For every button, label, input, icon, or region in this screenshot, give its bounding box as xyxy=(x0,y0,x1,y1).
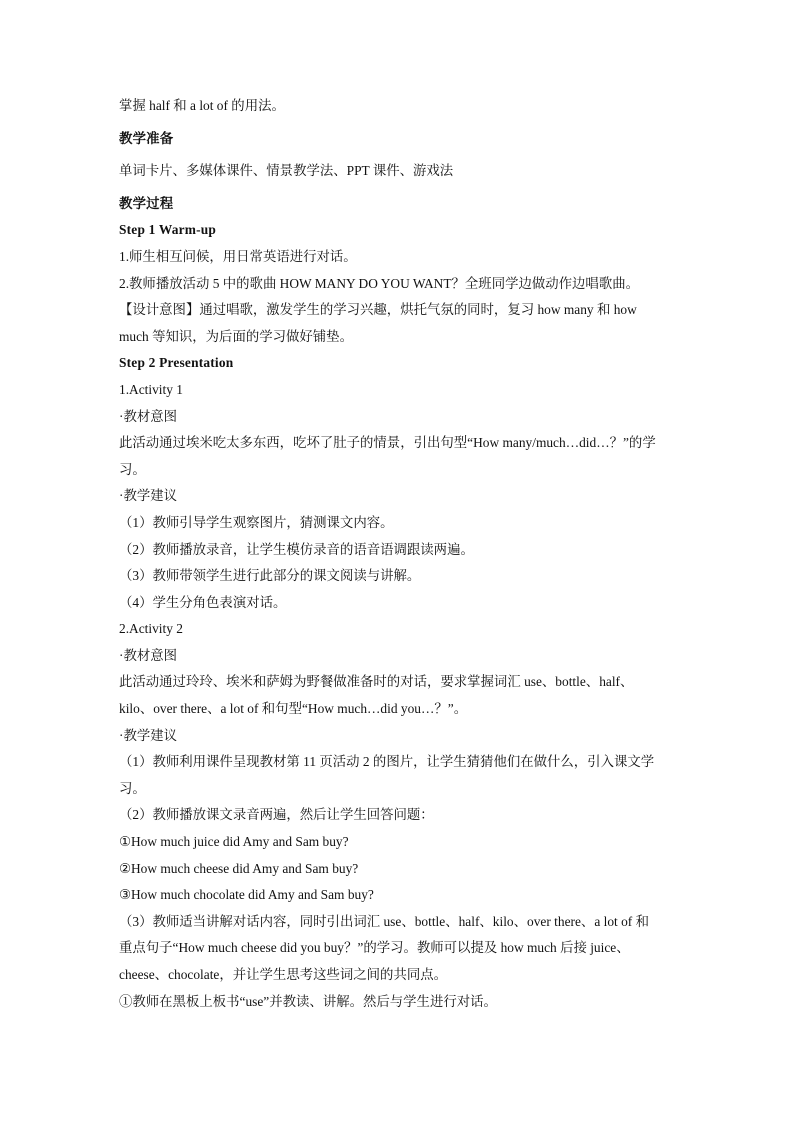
question-1: ①How much juice did Amy and Sam buy? xyxy=(119,834,349,850)
activity2-intent-label: ·教材意图 xyxy=(119,647,178,663)
activity2-advice-3-line-1: （3）教师适当讲解对话内容，同时引出词汇 use、bottle、half、kilo、over there、a lot of 和 xyxy=(119,913,649,929)
activity1-intent-label: ·教材意图 xyxy=(119,408,178,424)
activity2-advice-1-line-1: （1）教师利用课件呈现教材第 11 页活动 2 的图片，让学生猜猜他们在做什么，引入课文学 xyxy=(119,754,655,770)
step1-item-2: 2.教师播放活动 5 中的歌曲 HOW MANY DO YOU WANT？全班同学边做动作边唱歌曲。 xyxy=(119,275,639,291)
activity1-advice-2: （2）教师播放录音，让学生模仿录音的语音语调跟读两遍。 xyxy=(119,541,474,557)
question-3: ③How much chocolate did Amy and Sam buy? xyxy=(119,887,374,903)
paragraph-materials: 单词卡片、多媒体课件、情景教学法、PPT 课件、游戏法 xyxy=(119,163,454,179)
heading-step1: Step 1 Warm-up xyxy=(119,222,217,238)
activity2-advice-3-sub-1: ①教师在黑板上板书“use”并教读、讲解。然后与学生进行对话。 xyxy=(119,993,497,1009)
activity2-advice-1-line-2: 习。 xyxy=(119,780,146,796)
activity1-title: 1.Activity 1 xyxy=(119,381,183,397)
design-intent-line-1: 【设计意图】通过唱歌，激发学生的学习兴趣，烘托气氛的同时，复习 how many 和 how xyxy=(119,302,637,318)
activity2-advice-label: ·教学建议 xyxy=(119,727,178,743)
activity1-advice-4: （4）学生分角色表演对话。 xyxy=(119,594,287,610)
activity1-advice-label: ·教学建议 xyxy=(119,488,178,504)
activity1-intent-line-2: 习。 xyxy=(119,461,146,477)
activity2-advice-2: （2）教师播放课文录音两遍，然后让学生回答问题： xyxy=(119,807,434,823)
activity2-title: 2.Activity 2 xyxy=(119,621,183,637)
document-body xyxy=(119,93,679,1015)
paragraph-objective: 掌握 half 和 a lot of 的用法。 xyxy=(119,98,285,113)
activity2-intent-line-1: 此活动通过玲玲、埃米和萨姆为野餐做准备时的对话，要求掌握词汇 use、bottle、half、 xyxy=(119,674,634,690)
design-intent-line-2: much 等知识，为后面的学习做好铺垫。 xyxy=(119,328,353,344)
activity1-advice-3: （3）教师带领学生进行此部分的课文阅读与讲解。 xyxy=(119,568,421,584)
activity2-advice-3-line-3: cheese、chocolate，并让学生思考这些词之间的共同点。 xyxy=(119,967,448,982)
activity2-advice-3-line-2: 重点句子“How much cheese did you buy？”的学习。教师可以提及 how much 后接 juice、 xyxy=(119,940,630,956)
heading-step2: Step 2 Presentation xyxy=(119,355,234,371)
activity1-intent-line-1: 此活动通过埃米吃太多东西，吃坏了肚子的情景，引出句型“How many/much…did…？”的学 xyxy=(119,435,656,451)
activity1-advice-1: （1）教师引导学生观察图片，猜测课文内容。 xyxy=(119,514,394,530)
heading-process: 教学过程 xyxy=(119,195,174,211)
step1-item-1: 1.师生相互问候，用日常英语进行对话。 xyxy=(119,248,357,264)
heading-preparation: 教学准备 xyxy=(119,130,174,146)
activity2-intent-line-2: kilo、over there、a lot of 和句型“How much…did you…？”。 xyxy=(119,701,468,717)
question-2: ②How much cheese did Amy and Sam buy? xyxy=(119,860,359,876)
